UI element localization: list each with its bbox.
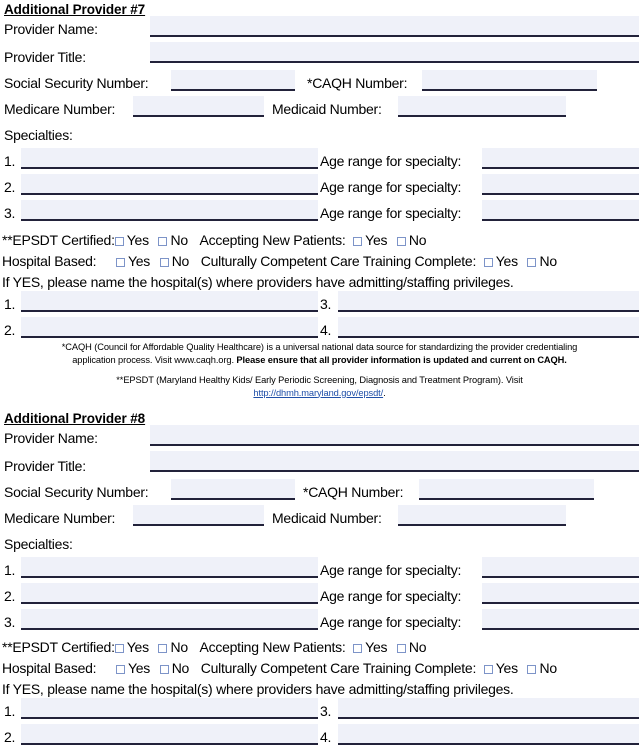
accepting-yes-checkbox-7[interactable]	[353, 237, 362, 246]
hospital-instruction-7: If YES, please name the hospital(s) where providers have admitting/staffing privileges.	[2, 274, 514, 290]
age-range-input-3-7[interactable]	[482, 200, 639, 221]
provider-title-label-7: Provider Title:	[4, 49, 86, 65]
cultural-yes-label-8: Yes	[495, 660, 518, 676]
age-range-label-3-8: Age range for specialty:	[320, 614, 462, 630]
specialty-number-2-8: 2.	[4, 588, 16, 604]
caqh-label-8: *CAQH Number:	[303, 484, 404, 500]
accepting-yes-label-7: Yes	[365, 232, 388, 248]
footnote-caqh-line2-plain: application process. Visit www.caqh.org.	[72, 354, 237, 365]
hospital-based-no-checkbox-8[interactable]	[160, 665, 169, 674]
age-range-label-2-7: Age range for specialty:	[320, 179, 462, 195]
accepting-new-patients-label-7: Accepting New Patients:	[199, 232, 346, 248]
hospital-input-2-8[interactable]	[21, 724, 318, 745]
hospital-instruction-8: If YES, please name the hospital(s) where providers have admitting/staffing privileges.	[2, 681, 514, 697]
epsdt-no-label-7: No	[170, 232, 188, 248]
epsdt-link-suffix: .	[383, 387, 386, 398]
hospital-number-3-7: 3.	[320, 296, 332, 312]
specialty-input-1-7[interactable]	[21, 148, 318, 169]
caqh-input-7[interactable]	[422, 70, 597, 91]
hospital-input-4-8[interactable]	[338, 724, 639, 745]
provider-name-input-7[interactable]	[150, 16, 639, 37]
hospital-based-no-label-7: No	[171, 253, 190, 269]
accepting-no-label-8: No	[408, 639, 427, 655]
cultural-yes-checkbox-7[interactable]	[484, 258, 493, 267]
age-range-input-3-8[interactable]	[482, 609, 639, 630]
epsdt-yes-label-7: Yes	[126, 232, 149, 248]
hospital-number-4-7: 4.	[320, 322, 332, 338]
age-range-label-3-7: Age range for specialty:	[320, 205, 462, 221]
hospital-based-yes-label-8: Yes	[127, 660, 151, 676]
hospital-input-3-7[interactable]	[338, 291, 639, 312]
epsdt-no-label-8: No	[170, 639, 188, 655]
cultural-yes-checkbox-8[interactable]	[484, 665, 493, 674]
hospital-number-2-8: 2.	[4, 729, 16, 745]
hospital-based-no-checkbox-7[interactable]	[160, 258, 169, 267]
specialty-input-2-8[interactable]	[21, 583, 318, 604]
footnote-caqh	[0, 341, 639, 366]
epsdt-yes-checkbox-8[interactable]	[115, 644, 124, 653]
hospital-based-row-8	[2, 660, 557, 676]
age-range-label-1-8: Age range for specialty:	[320, 562, 462, 578]
hospital-based-row-7	[2, 253, 557, 269]
caqh-label-7: *CAQH Number:	[307, 75, 408, 91]
specialty-number-2-7: 2.	[4, 179, 16, 195]
epsdt-yes-label-8: Yes	[126, 639, 149, 655]
hospital-based-yes-checkbox-7[interactable]	[116, 258, 125, 267]
specialty-number-1-8: 1.	[4, 562, 16, 578]
provider-title-label-8: Provider Title:	[4, 458, 86, 474]
footnote-caqh-line2-bold: Please ensure that all provider information is updated and current on CAQH.	[236, 354, 567, 365]
footnote-caqh-line1: *CAQH (Council for Affordable Quality Healthcare) is a universal national data source for standardizing the provider credentialing	[61, 342, 578, 352]
epsdt-no-checkbox-7[interactable]	[158, 237, 167, 246]
ssn-input-8[interactable]	[171, 479, 295, 500]
medicare-input-7[interactable]	[133, 96, 264, 117]
medicaid-input-8[interactable]	[398, 505, 566, 526]
medicaid-input-7[interactable]	[398, 96, 566, 117]
specialty-input-3-7[interactable]	[21, 200, 318, 221]
cultural-no-checkbox-8[interactable]	[527, 665, 536, 674]
specialty-input-3-8[interactable]	[21, 609, 318, 630]
hospital-number-1-7: 1.	[4, 296, 16, 312]
cultural-no-label-8: No	[539, 660, 557, 676]
caqh-input-8[interactable]	[419, 479, 594, 500]
age-range-input-2-7[interactable]	[482, 174, 639, 195]
age-range-input-2-8[interactable]	[482, 583, 639, 604]
age-range-label-2-8: Age range for specialty:	[320, 588, 462, 604]
hospital-based-yes-checkbox-8[interactable]	[116, 665, 125, 674]
accepting-yes-label-8: Yes	[365, 639, 388, 655]
age-range-input-1-7[interactable]	[482, 148, 639, 169]
section-heading-7: Additional Provider #7	[4, 2, 146, 17]
hospital-input-4-7[interactable]	[338, 317, 639, 338]
age-range-input-1-8[interactable]	[482, 557, 639, 578]
cultural-competency-label-8: Culturally Competent Care Training Complete:	[200, 660, 477, 676]
provider-name-label-8: Provider Name:	[4, 430, 98, 446]
accepting-no-checkbox-8[interactable]	[397, 644, 406, 653]
specialty-number-1-7: 1.	[4, 153, 16, 169]
specialty-number-3-7: 3.	[4, 205, 16, 221]
hospital-input-1-7[interactable]	[21, 291, 318, 312]
footnote-epsdt	[0, 374, 639, 399]
epsdt-label-8: **EPSDT Certified:	[2, 639, 115, 655]
footnote-epsdt-line1: **EPSDT (Maryland Healthy Kids/ Early Periodic Screening, Diagnosis and Treatment Program). Visit	[116, 375, 523, 385]
epsdt-link[interactable]: http://dhmh.maryland.gov/epsdt/	[253, 387, 384, 398]
specialties-label-7: Specialties:	[4, 127, 73, 143]
accepting-no-label-7: No	[408, 232, 427, 248]
medicare-label-7: Medicare Number:	[4, 101, 116, 117]
medicaid-label-7: Medicaid Number:	[272, 101, 382, 117]
hospital-input-3-8[interactable]	[338, 698, 639, 719]
accepting-new-patients-label-8: Accepting New Patients:	[199, 639, 346, 655]
provider-title-input-7[interactable]	[150, 42, 639, 63]
hospital-based-label-7: Hospital Based:	[2, 253, 97, 269]
accepting-yes-checkbox-8[interactable]	[353, 644, 362, 653]
provider-name-input-8[interactable]	[150, 425, 639, 446]
epsdt-row-7	[2, 232, 426, 248]
hospital-number-2-7: 2.	[4, 322, 16, 338]
specialty-input-1-8[interactable]	[21, 557, 318, 578]
hospital-input-2-7[interactable]	[21, 317, 318, 338]
provider-name-label-7: Provider Name:	[4, 21, 98, 37]
specialties-label-8: Specialties:	[4, 536, 73, 552]
hospital-number-3-8: 3.	[320, 703, 332, 719]
specialty-number-3-8: 3.	[4, 614, 16, 630]
hospital-input-1-8[interactable]	[21, 698, 318, 719]
footnote-caqh-line2	[0, 354, 639, 367]
medicare-label-8: Medicare Number:	[4, 510, 116, 526]
section-heading-8: Additional Provider #8	[4, 411, 146, 426]
provider-title-input-8[interactable]	[150, 451, 639, 472]
epsdt-row-8	[2, 639, 426, 655]
epsdt-yes-checkbox-7[interactable]	[115, 237, 124, 246]
medicare-input-8[interactable]	[133, 505, 264, 526]
epsdt-label-7: **EPSDT Certified:	[2, 232, 115, 248]
medicaid-label-8: Medicaid Number:	[272, 510, 382, 526]
ssn-label-7: Social Security Number:	[4, 75, 149, 91]
cultural-competency-label-7: Culturally Competent Care Training Complete:	[200, 253, 477, 269]
cultural-no-checkbox-7[interactable]	[527, 258, 536, 267]
age-range-label-1-7: Age range for specialty:	[320, 153, 462, 169]
hospital-based-yes-label-7: Yes	[127, 253, 151, 269]
ssn-label-8: Social Security Number:	[4, 484, 149, 500]
epsdt-no-checkbox-8[interactable]	[158, 644, 167, 653]
cultural-yes-label-7: Yes	[495, 253, 518, 269]
hospital-number-1-8: 1.	[4, 703, 16, 719]
footnote-epsdt-line2	[0, 387, 639, 400]
cultural-no-label-7: No	[539, 253, 557, 269]
ssn-input-7[interactable]	[171, 70, 295, 91]
hospital-number-4-8: 4.	[320, 729, 332, 745]
hospital-based-label-8: Hospital Based:	[2, 660, 97, 676]
hospital-based-no-label-8: No	[171, 660, 190, 676]
accepting-no-checkbox-7[interactable]	[397, 237, 406, 246]
specialty-input-2-7[interactable]	[21, 174, 318, 195]
